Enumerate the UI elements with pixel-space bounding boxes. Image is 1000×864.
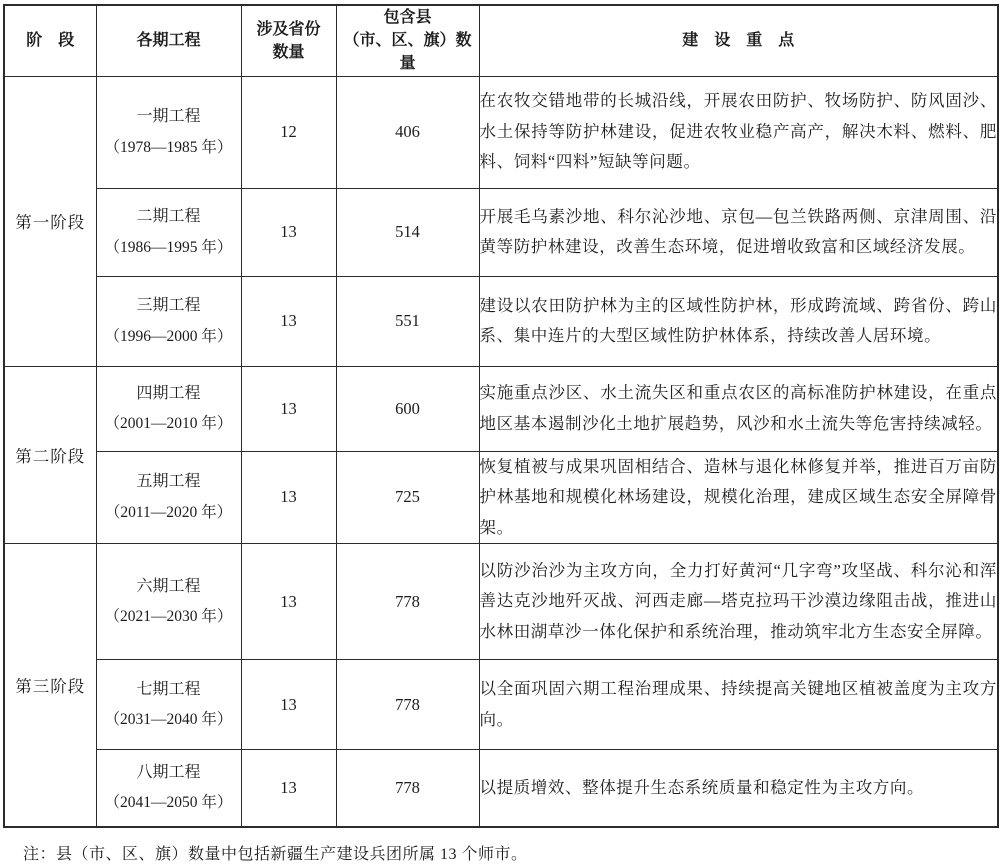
stage-cell-1: 第一阶段 [4,76,96,366]
phase-years: （2011—2020 年） [104,503,233,521]
provinces-count: 13 [241,366,336,451]
counties-count: 778 [336,660,479,750]
header-phase: 各期工程 [96,5,241,76]
phase-cell [96,366,241,451]
header-focus: 建 设 重 点 [479,5,998,76]
counties-count: 725 [336,451,479,544]
counties-count: 778 [336,750,479,827]
header-provinces-line1: 涉及省份 [256,20,321,38]
phase-name: 五期工程 [136,473,201,491]
phase-years: （2021—2030 年） [104,608,233,626]
phase-name: 二期工程 [136,208,201,226]
table-row [4,660,998,750]
phase-years: （2041—2050 年） [104,794,233,812]
focus-text: 以提质增效、整体提升生态系统质量和稳定性为主攻方向。 [479,750,998,827]
header-provinces [241,5,336,76]
phase-cell [96,188,241,276]
provinces-count: 13 [241,750,336,827]
counties-count: 551 [336,276,479,366]
phase-cell [96,276,241,366]
table-row [4,750,998,827]
table-footnote: 注：县（市、区、旗）数量中包括新疆生产建设兵团所属 13 个师市。 [23,845,528,863]
table-row [4,188,998,276]
counties-count: 600 [336,366,479,451]
focus-text: 实施重点沙区、水土流失区和重点农区的高标准防护林建设，在重点地区基本遏制沙化土地扩展趋势，风沙和水土流失等危害持续减轻。 [479,366,998,451]
phase-name: 六期工程 [136,577,201,595]
provinces-count: 13 [241,660,336,750]
counties-count: 514 [336,188,479,276]
counties-count: 778 [336,544,479,660]
header-counties-line1: 包含县 [383,9,432,26]
table-row [4,366,998,451]
phase-name: 四期工程 [136,384,201,402]
phase-years: （1996—2000 年） [104,327,233,345]
phase-name: 八期工程 [136,763,201,781]
focus-text: 建设以农田防护林为主的区域性防护林，形成跨流域、跨省份、跨山系、集中连片的大型区域性防护林体系，持续改善人居环境。 [479,276,998,366]
phases-table [3,4,999,828]
header-counties [336,5,479,76]
phase-years: （2001—2010 年） [104,415,233,433]
focus-text: 以防沙治沙为主攻方向，全力打好黄河“几字弯”攻坚战、科尔沁和浑善达克沙地歼灭战、河西走廊—塔克拉玛干沙漠边缘阻击战，推进山水林田湖草沙一体化保护和系统治理，推动筑牢北方生态安全屏障。 [479,544,998,660]
phase-years: （1986—1995 年） [104,238,233,256]
phase-cell [96,544,241,660]
phase-name: 七期工程 [136,680,201,698]
header-stage: 阶 段 [4,5,96,76]
stage-cell-2: 第二阶段 [4,366,96,544]
phase-cell [96,451,241,544]
focus-text: 在农牧交错地带的长城沿线，开展农田防护、牧场防护、防风固沙、水土保持等防护林建设，促进农牧业稳产高产，解决木料、燃料、肥料、饲料“四料”短缺等问题。 [479,76,998,188]
provinces-count: 13 [241,544,336,660]
table-row [4,544,998,660]
provinces-count: 13 [241,451,336,544]
table-row [4,276,998,366]
phase-years: （1978—1985 年） [104,138,233,156]
phase-name: 三期工程 [136,297,201,315]
focus-text: 恢复植被与成果巩固相结合、造林与退化林修复并举，推进百万亩防护林基地和规模化林场建设，规模化治理，建成区域生态安全屏障骨架。 [479,451,998,544]
header-provinces-line2: 数量 [272,43,305,61]
phase-cell [96,76,241,188]
table-row [4,76,998,188]
provinces-count: 12 [241,76,336,188]
provinces-count: 13 [241,188,336,276]
focus-text: 开展毛乌素沙地、科尔沁沙地、京包—包兰铁路两侧、京津周围、沿黄等防护林建设，改善生态环境，促进增收致富和区域经济发展。 [479,188,998,276]
table-row [4,451,998,544]
provinces-count: 13 [241,276,336,366]
focus-text: 以全面巩固六期工程治理成果、持续提高关键地区植被盖度为主攻方向。 [479,660,998,750]
header-row [4,5,998,76]
phase-cell [96,660,241,750]
header-counties-line2: （市、区、旗）数量 [343,32,472,73]
phase-name: 一期工程 [136,108,201,126]
stage-cell-3: 第三阶段 [4,544,96,827]
counties-count: 406 [336,76,479,188]
phase-cell [96,750,241,827]
phase-years: （2031—2040 年） [104,711,233,729]
